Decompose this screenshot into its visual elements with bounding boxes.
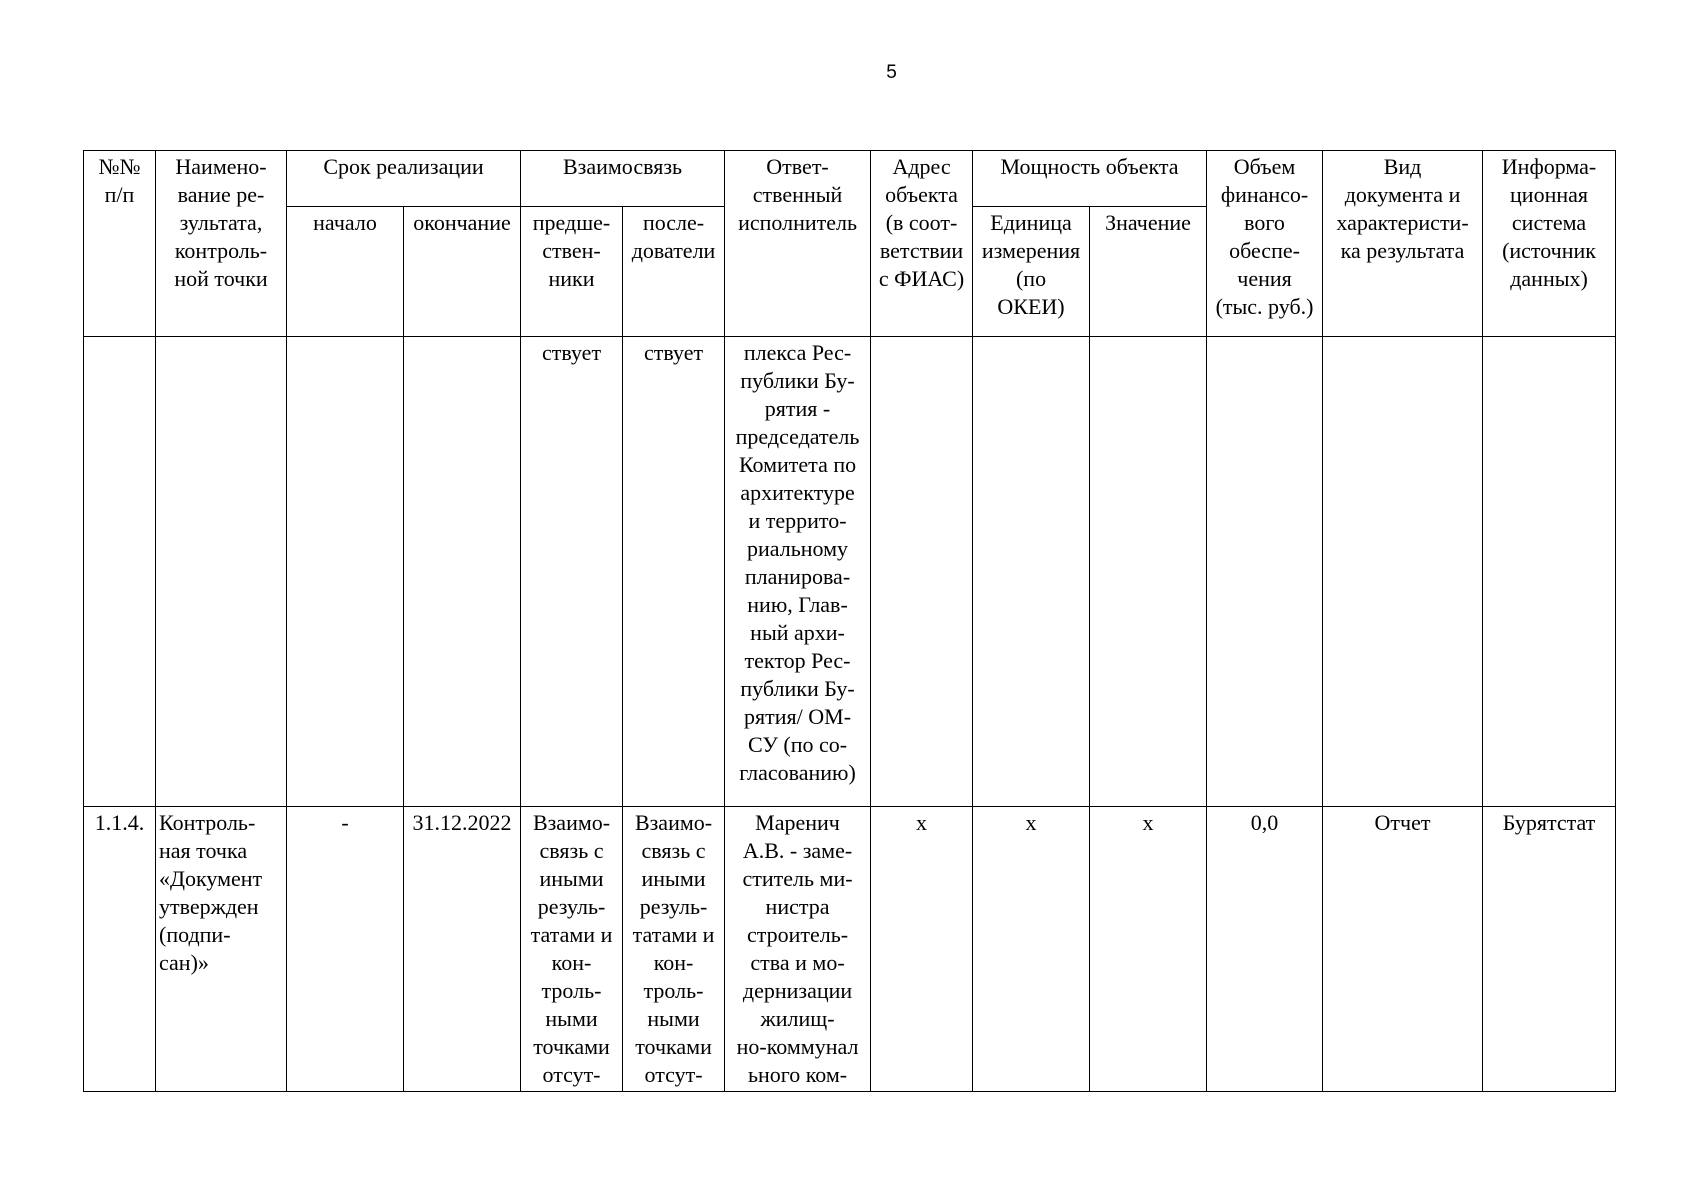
cell-value: х xyxy=(1090,807,1207,1092)
header-num: №№ п/п xyxy=(84,151,156,337)
cell-responsible: Маренич А.В. - заме- ститель ми- нистра строитель- ства и мо- дернизации жилищ- но-коммунал ьного ком- xyxy=(725,807,871,1092)
header-start: начало xyxy=(287,207,404,337)
plan-table xyxy=(83,150,1616,1092)
header-end: окончание xyxy=(404,207,521,337)
cell-info-system xyxy=(1483,337,1616,807)
cell-volume xyxy=(1207,337,1323,807)
cell-document: Отчет xyxy=(1323,807,1483,1092)
header-successors: после- дователи xyxy=(623,207,725,337)
cell-info-system: Бурятстат xyxy=(1483,807,1616,1092)
cell-end xyxy=(404,337,521,807)
cell-num: 1.1.4. xyxy=(84,807,156,1092)
cell-end: 31.12.2022 xyxy=(404,807,521,1092)
cell-num xyxy=(84,337,156,807)
cell-volume: 0,0 xyxy=(1207,807,1323,1092)
cell-value xyxy=(1090,337,1207,807)
cell-successors: Взаимо- связь с иными резуль- татами и кон- троль- ными точками отсут- xyxy=(623,807,725,1092)
header-predecessors: предше- ствен- ники xyxy=(521,207,623,337)
header-row-1 xyxy=(84,151,1616,207)
header-relation: Взаимосвязь xyxy=(521,151,725,207)
header-responsible: Ответ- ственный исполнитель xyxy=(725,151,871,337)
cell-address: х xyxy=(871,807,973,1092)
cell-document xyxy=(1323,337,1483,807)
cell-name xyxy=(156,337,287,807)
page-number: 5 xyxy=(886,62,897,83)
header-capacity: Мощность объекта xyxy=(973,151,1207,207)
header-info-system: Информа- ционная система (источник данных) xyxy=(1483,151,1616,337)
cell-address xyxy=(871,337,973,807)
cell-predecessors: ствует xyxy=(521,337,623,807)
cell-successors: ствует xyxy=(623,337,725,807)
cell-predecessors: Взаимо- связь с иными резуль- татами и кон- троль- ными точками отсут- xyxy=(521,807,623,1092)
cell-start: - xyxy=(287,807,404,1092)
header-value: Значение xyxy=(1090,207,1207,337)
cell-start xyxy=(287,337,404,807)
header-address: Адрес объекта (в соот- ветствии с ФИАС) xyxy=(871,151,973,337)
header-term: Срок реализации xyxy=(287,151,521,207)
table-row xyxy=(84,807,1616,1092)
header-name: Наимено- вание ре- зультата, контроль- ной точки xyxy=(156,151,287,337)
cell-responsible: плекса Рес- публики Бу- рятия - председатель Комитета по архитектуре и террито- риальному планирова- нию, Глав- ный архи- тектор Рес- публики Бу- рятия/ ОМ- СУ (по со- гласованию) xyxy=(725,337,871,807)
cell-unit xyxy=(973,337,1090,807)
header-unit: Единица измерения (по ОКЕИ) xyxy=(973,207,1090,337)
cell-unit: х xyxy=(973,807,1090,1092)
header-document: Вид документа и характеристи- ка результата xyxy=(1323,151,1483,337)
table-row xyxy=(84,337,1616,807)
cell-name: Контроль- ная точка «Документ утвержден (подпи- сан)» xyxy=(156,807,287,1092)
header-volume: Объем финансо- вого обеспе- чения (тыс. руб.) xyxy=(1207,151,1323,337)
